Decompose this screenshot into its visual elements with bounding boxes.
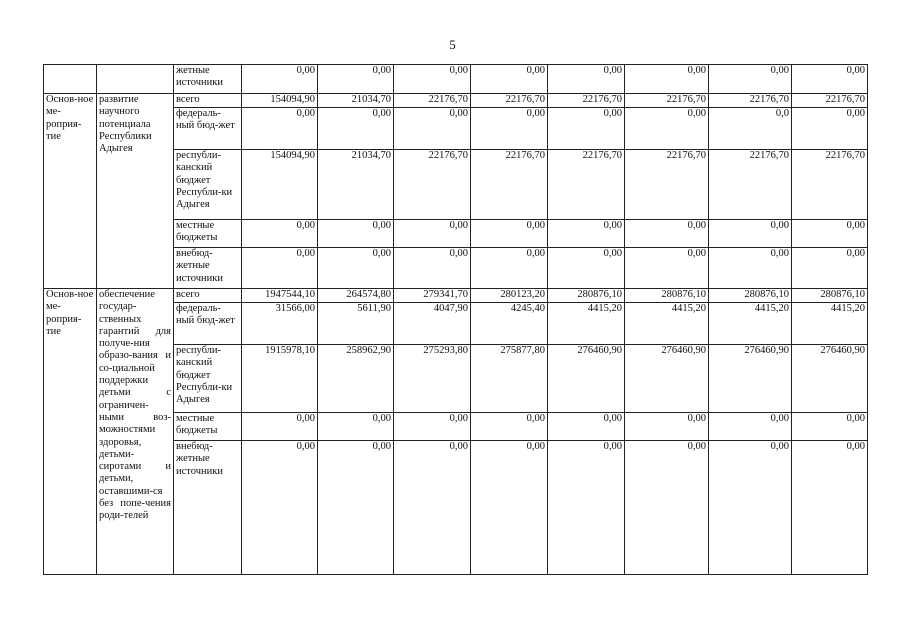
source-label: республи-канский бюджет Республи-ки Адыгея — [174, 345, 242, 413]
value-cell: 0,00 — [625, 441, 709, 575]
value-cell: 0,00 — [792, 220, 868, 248]
value-cell: 0,00 — [394, 108, 471, 150]
value-cell: 22176,70 — [394, 150, 471, 220]
value-cell: 0,00 — [792, 65, 868, 94]
value-cell: 0,00 — [471, 65, 548, 94]
value-cell: 4047,90 — [394, 303, 471, 345]
value-cell: 0,00 — [792, 413, 868, 441]
value-cell: 0,00 — [548, 220, 625, 248]
description-cell — [97, 65, 174, 94]
value-cell: 280876,10 — [792, 289, 868, 303]
value-cell: 0,00 — [625, 65, 709, 94]
value-cell: 22176,70 — [792, 150, 868, 220]
value-cell: 0,00 — [548, 441, 625, 575]
value-cell: 275877,80 — [471, 345, 548, 413]
table-row — [44, 289, 868, 303]
value-cell: 0,00 — [792, 108, 868, 150]
budget-table — [43, 64, 868, 575]
value-cell: 5611,90 — [318, 303, 394, 345]
source-label: всего — [174, 94, 242, 108]
value-cell: 22176,70 — [471, 150, 548, 220]
source-label: местные бюджеты — [174, 413, 242, 441]
value-cell: 0,00 — [709, 65, 792, 94]
table-row — [44, 94, 868, 108]
description-cell: обеспечение государ-ственных гарантий для получе-ния образо-вания и со-циальной поддержки детьми с ограничен-ными воз-можностями здоровья, детьми-сиротами и детьми, оставшими-ся без попе-чения роди-телей — [97, 289, 174, 575]
value-cell: 0,00 — [394, 441, 471, 575]
value-cell: 22176,70 — [471, 94, 548, 108]
page-number: 5 — [449, 37, 456, 52]
value-cell: 21034,70 — [318, 150, 394, 220]
value-cell: 31566,00 — [242, 303, 318, 345]
value-cell: 1915978,10 — [242, 345, 318, 413]
value-cell: 0,00 — [792, 248, 868, 289]
value-cell: 0,00 — [318, 413, 394, 441]
value-cell: 0,00 — [548, 413, 625, 441]
value-cell: 0,00 — [394, 248, 471, 289]
value-cell: 0,00 — [394, 65, 471, 94]
activity-cell — [44, 65, 97, 94]
value-cell: 0,00 — [318, 248, 394, 289]
value-cell: 0,00 — [242, 248, 318, 289]
value-cell: 275293,80 — [394, 345, 471, 413]
value-cell: 21034,70 — [318, 94, 394, 108]
table-row — [44, 65, 868, 94]
value-cell: 280876,10 — [625, 289, 709, 303]
value-cell: 0,00 — [625, 413, 709, 441]
value-cell: 22176,70 — [548, 150, 625, 220]
value-cell: 22176,70 — [394, 94, 471, 108]
value-cell: 0,00 — [548, 65, 625, 94]
value-cell: 4415,20 — [625, 303, 709, 345]
value-cell: 0,00 — [625, 248, 709, 289]
value-cell: 276460,90 — [709, 345, 792, 413]
value-cell: 0,00 — [318, 441, 394, 575]
value-cell: 279341,70 — [394, 289, 471, 303]
source-label: местные бюджеты — [174, 220, 242, 248]
value-cell: 22176,70 — [792, 94, 868, 108]
value-cell: 258962,90 — [318, 345, 394, 413]
source-label: жетные источники — [174, 65, 242, 94]
value-cell: 0,00 — [792, 441, 868, 575]
source-label: внебюд-жетные источники — [174, 248, 242, 289]
value-cell: 0,00 — [625, 108, 709, 150]
source-label: республи-канский бюджет Республи-ки Адыгея — [174, 150, 242, 220]
value-cell: 0,00 — [242, 441, 318, 575]
value-cell: 22176,70 — [709, 94, 792, 108]
value-cell: 0,00 — [242, 108, 318, 150]
source-label: федераль-ный бюд-жет — [174, 108, 242, 150]
value-cell: 22176,70 — [709, 150, 792, 220]
activity-cell: Основ-ное ме-роприя-тие — [44, 94, 97, 289]
value-cell: 0,00 — [548, 108, 625, 150]
value-cell: 0,00 — [318, 220, 394, 248]
value-cell: 0,00 — [394, 413, 471, 441]
value-cell: 0,00 — [471, 220, 548, 248]
value-cell: 4415,20 — [792, 303, 868, 345]
value-cell: 276460,90 — [792, 345, 868, 413]
value-cell: 0,00 — [471, 441, 548, 575]
value-cell: 0,0 — [709, 108, 792, 150]
value-cell: 1947544,10 — [242, 289, 318, 303]
value-cell: 0,00 — [709, 413, 792, 441]
value-cell: 0,00 — [709, 441, 792, 575]
value-cell: 154094,90 — [242, 94, 318, 108]
value-cell: 0,00 — [242, 65, 318, 94]
value-cell: 0,00 — [709, 220, 792, 248]
source-label: федераль-ный бюд-жет — [174, 303, 242, 345]
value-cell: 0,00 — [394, 220, 471, 248]
value-cell: 0,00 — [318, 65, 394, 94]
value-cell: 0,00 — [625, 220, 709, 248]
value-cell: 0,00 — [471, 248, 548, 289]
value-cell: 22176,70 — [548, 94, 625, 108]
value-cell: 154094,90 — [242, 150, 318, 220]
value-cell: 276460,90 — [625, 345, 709, 413]
source-label: внебюд-жетные источники — [174, 441, 242, 575]
value-cell: 280123,20 — [471, 289, 548, 303]
value-cell: 4415,20 — [709, 303, 792, 345]
value-cell: 0,00 — [242, 220, 318, 248]
value-cell: 22176,70 — [625, 150, 709, 220]
value-cell: 0,00 — [471, 413, 548, 441]
value-cell: 0,00 — [548, 248, 625, 289]
value-cell: 276460,90 — [548, 345, 625, 413]
value-cell: 22176,70 — [625, 94, 709, 108]
activity-cell: Основ-ное ме-роприя-тие — [44, 289, 97, 575]
value-cell: 0,00 — [471, 108, 548, 150]
description-cell: развитие научного потенциала Республики Адыгея — [97, 94, 174, 289]
value-cell: 264574,80 — [318, 289, 394, 303]
value-cell: 4415,20 — [548, 303, 625, 345]
value-cell: 0,00 — [318, 108, 394, 150]
value-cell: 0,00 — [242, 413, 318, 441]
value-cell: 0,00 — [709, 248, 792, 289]
value-cell: 280876,10 — [709, 289, 792, 303]
source-label: всего — [174, 289, 242, 303]
value-cell: 4245,40 — [471, 303, 548, 345]
value-cell: 280876,10 — [548, 289, 625, 303]
